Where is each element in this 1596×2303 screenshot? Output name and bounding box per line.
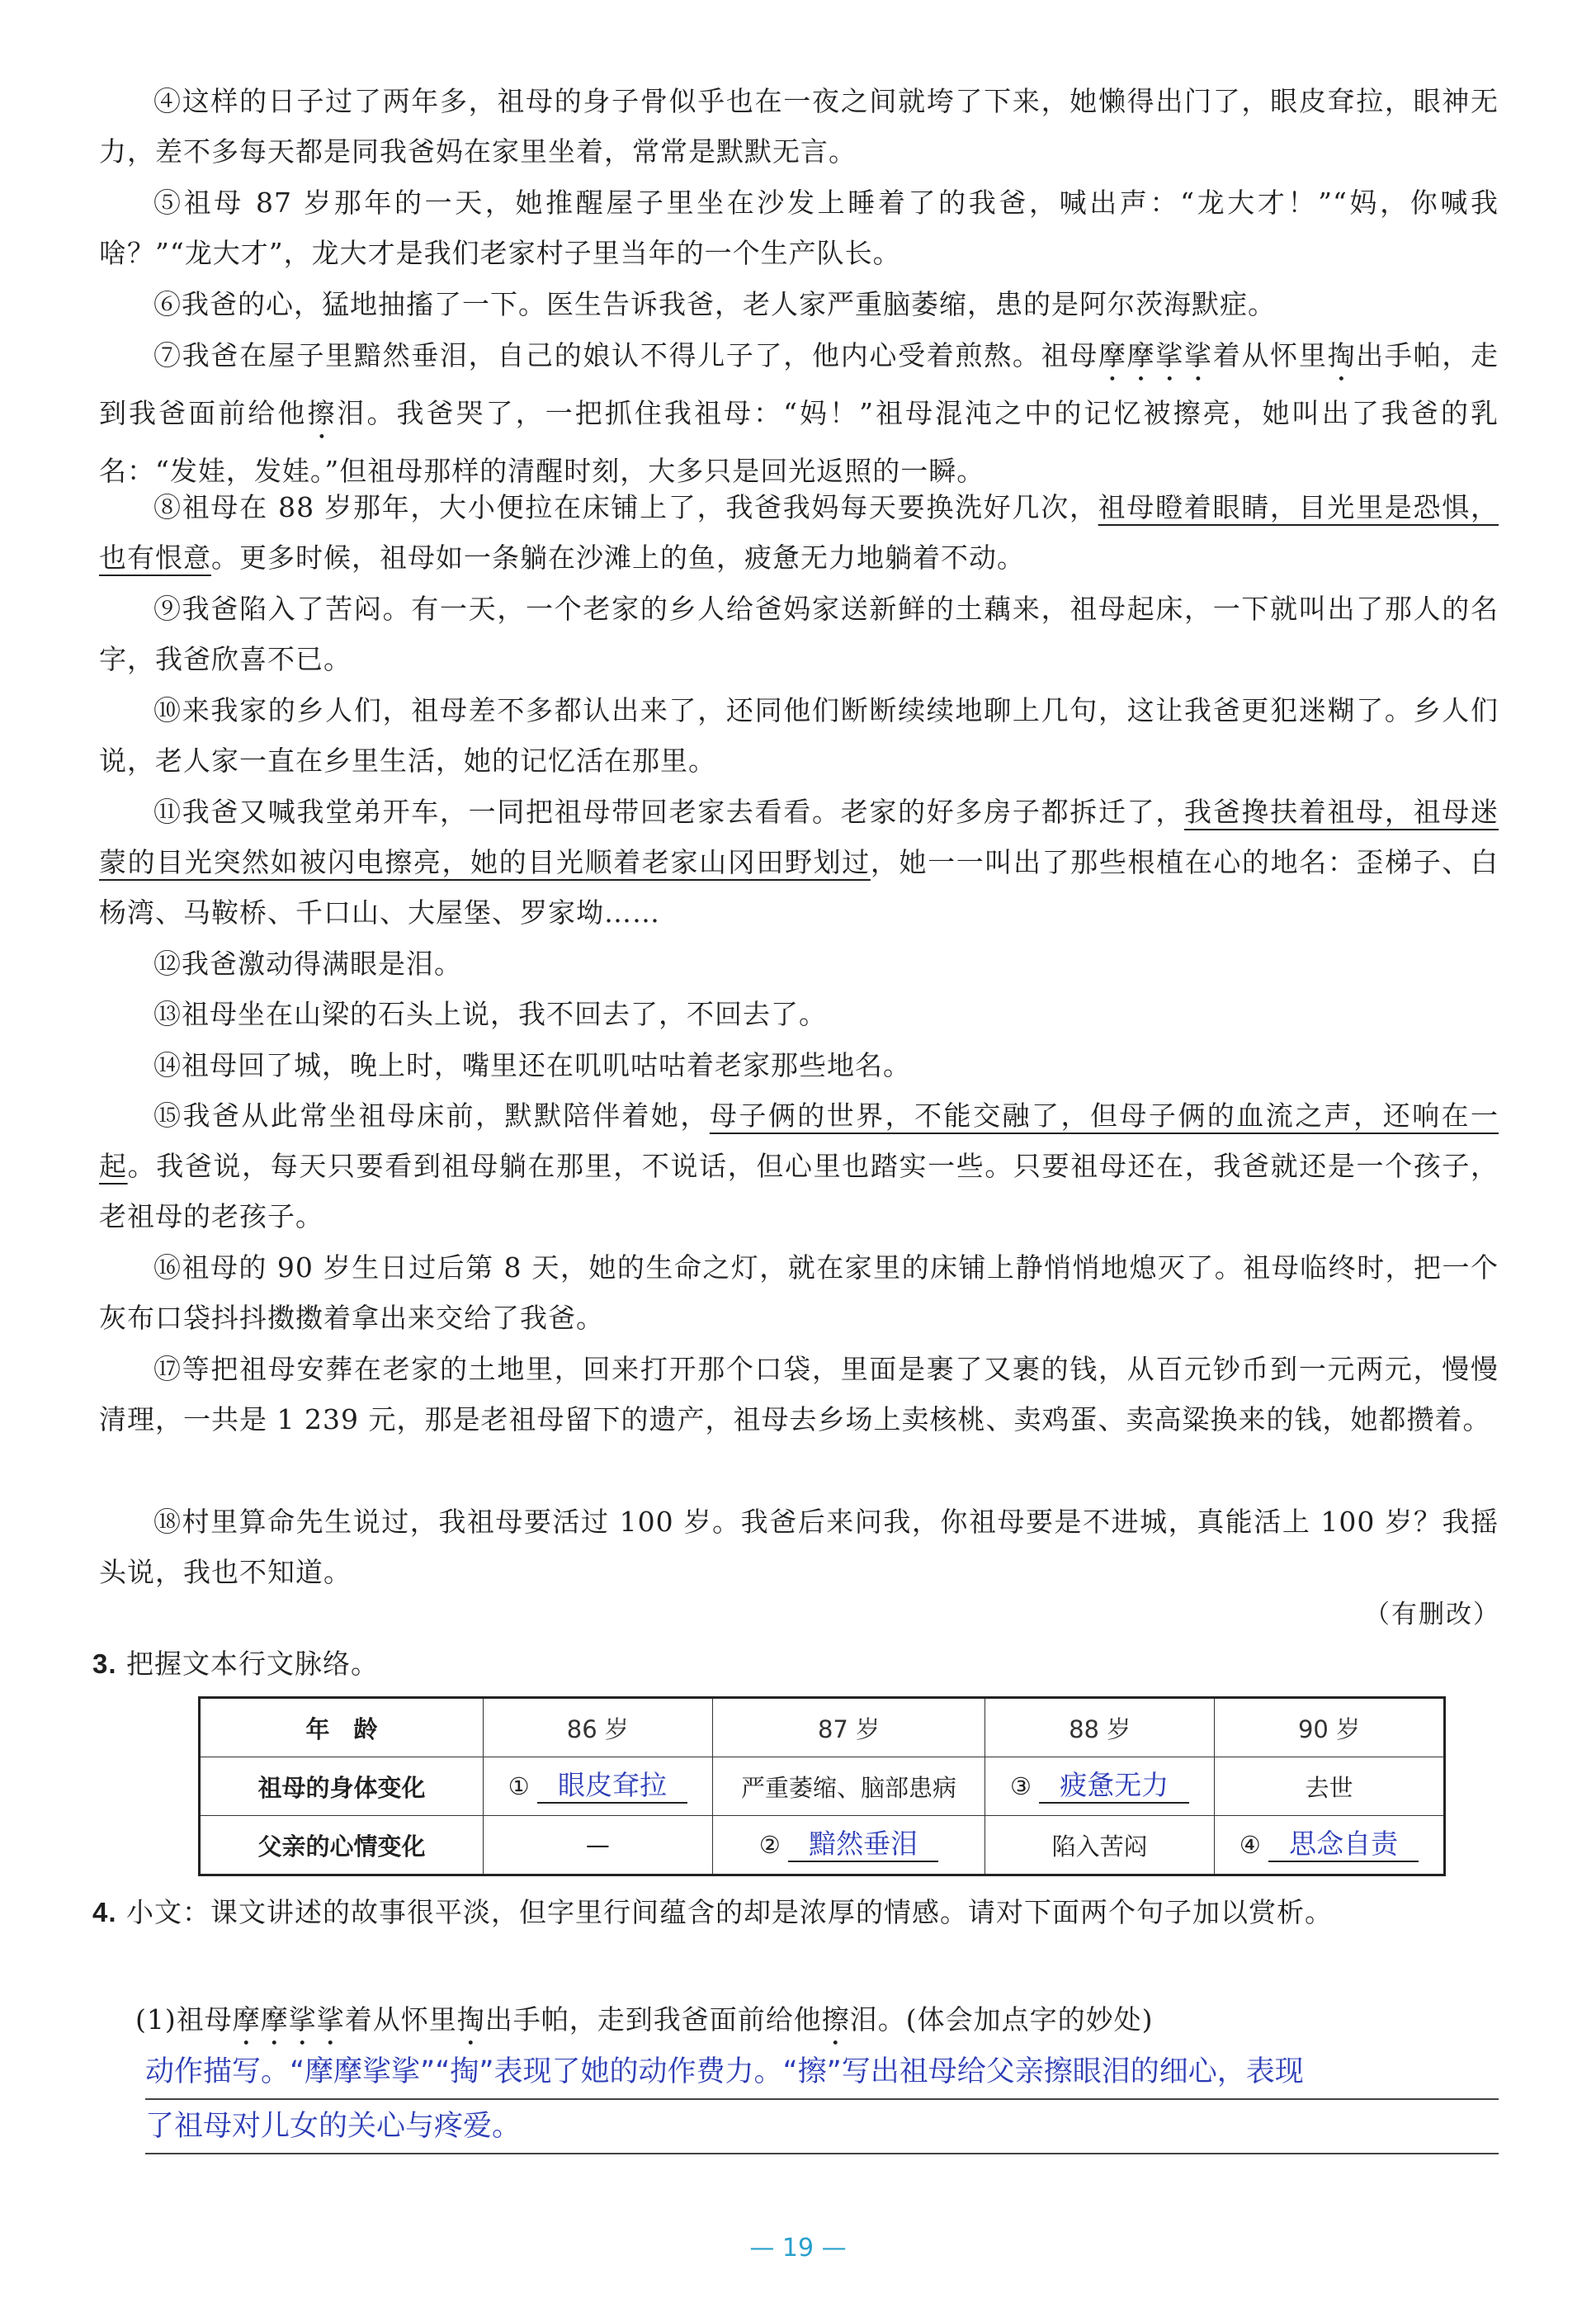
paragraph-6: ⑥我爸的心，猛地抽搐了一下。医生告诉我爸，老人家严重脑萎缩，患的是阿尔茨海默症。 bbox=[153, 288, 1276, 320]
paragraph-10: ⑩来我家的乡人们，祖母差不多都认出来了，还同他们断断续续地聊上几句，这让我爸更犯迷糊了。乡人们说，老人家一直在乡里生活，她的记忆活在那里。 bbox=[99, 694, 1499, 777]
answer-line-2[interactable]: 了祖母对儿女的关心与疼爱。 bbox=[145, 2100, 1499, 2154]
row-label-body-change: 祖母的身体变化 bbox=[200, 1757, 484, 1816]
answer-blank[interactable]: 疲惫无力 bbox=[1039, 1769, 1189, 1804]
paragraph-8: ⑧祖母在 88 岁那年，大小便拉在床铺上了，我爸我妈每天要换洗好几次，祖母瞪着眼睛，目光里是恐惧，也有恨意。更多时候，祖母如一条躺在沙滩上的鱼，疲惫无力地躺着不动。 bbox=[99, 491, 1499, 574]
emphasis-dotted: 摩摩挲挲 bbox=[1098, 339, 1213, 371]
answer-blank[interactable]: 眼皮耷拉 bbox=[537, 1769, 687, 1804]
underlined-sentence: 母子俩的世界，不能交融了，但母子俩的血流之声，还响在一起 bbox=[99, 1099, 1499, 1182]
source-note: （有删改） bbox=[1364, 1600, 1500, 1629]
paragraph-16: ⑯祖母的 90 岁生日过后第 8 天，她的生命之灯，就在家里的床铺上静悄悄地熄灭了。祖母临终时，把一个灰布口袋抖抖擞擞着拿出来交给了我爸。 bbox=[99, 1251, 1499, 1334]
age-cell: 87 岁 bbox=[712, 1698, 985, 1757]
table-row bbox=[200, 1698, 1445, 1757]
table-row bbox=[200, 1816, 1445, 1875]
answer-blank[interactable]: 黯然垂泪 bbox=[788, 1828, 938, 1862]
question-text: 小文：课文讲述的故事很平淡，但字里行间蕴含的却是浓厚的情感。请对下面两个句子加以赏析。 bbox=[126, 1896, 1334, 1928]
table-cell: ④ 思念自责 bbox=[1215, 1816, 1445, 1875]
emphasis-dotted: 擦 bbox=[307, 397, 338, 429]
underlined-sentence: 我爸搀扶着祖母，祖母迷蒙的目光突然如被闪电擦亮，她的目光顺着老家山冈田野划过 bbox=[99, 796, 1499, 878]
question-4 bbox=[92, 1887, 1543, 1937]
table-cell: 去世 bbox=[1215, 1757, 1445, 1816]
paragraph-5: ⑤祖母 87 岁那年的一天，她推醒屋子里坐在沙发上睡着了的我爸，喊出声：“龙大才！”“妈，你喊我啥？”“龙大才”，龙大才是我们老家村子里当年的一个生产队长。 bbox=[99, 187, 1499, 269]
paragraph-14: ⑭祖母回了城，晚上时，嘴里还在叽叽咕咕着老家那些地名。 bbox=[153, 1049, 911, 1081]
paragraph-12: ⑫我爸激动得满眼是泪。 bbox=[153, 948, 462, 980]
timeline-table bbox=[198, 1696, 1446, 1876]
table-cell: ② 黯然垂泪 bbox=[712, 1816, 985, 1875]
paragraph-15: ⑮我爸从此常坐祖母床前，默默陪伴着她，母子俩的世界，不能交融了，但母子俩的血流之声，还响在一起。我爸说，每天只要看到祖母躺在那里，不说话，但心里也踏实一些。只要祖母还在，我爸就还是一个孩子，老祖母的老孩子。 bbox=[99, 1099, 1499, 1232]
emphasis-dotted: 掏 bbox=[456, 2003, 485, 2036]
age-cell: 86 岁 bbox=[484, 1698, 713, 1757]
answer-line-1[interactable]: 动作描写。“摩摩挲挲”“掏”表现了她的动作费力。“擦”写出祖母给父亲擦眼泪的细心，表现 bbox=[145, 2045, 1499, 2100]
question-3 bbox=[92, 1639, 379, 1689]
table-cell: 陷入苦闷 bbox=[985, 1816, 1215, 1875]
question-number: 4. bbox=[92, 1897, 117, 1927]
paragraph-9: ⑨我爸陷入了苦闷。有一天，一个老家的乡人给爸妈家送新鲜的土藕来，祖母起床，一下就叫出了那人的名字，我爸欣喜不已。 bbox=[99, 593, 1499, 675]
question-number: 3. bbox=[92, 1648, 117, 1679]
page-number: — 19 — bbox=[749, 2234, 847, 2263]
table-cell: 严重萎缩、脑部患病 bbox=[712, 1757, 985, 1816]
paragraph-13: ⑬祖母坐在山梁的石头上说，我不回去了，不回去了。 bbox=[153, 998, 827, 1030]
table-cell: ① 眼皮耷拉 bbox=[484, 1757, 713, 1816]
paragraph-18: ⑱村里算命先生说过，我祖母要活过 100 岁。我爸后来问我，你祖母要是不进城，真能活上 100 岁？我摇头说，我也不知道。 bbox=[99, 1506, 1499, 1588]
question-text: 把握文本行文脉络。 bbox=[126, 1648, 380, 1680]
table-cell: ③ 疲惫无力 bbox=[985, 1757, 1215, 1816]
table-header-age: 年 龄 bbox=[200, 1698, 484, 1757]
paragraph-11: ⑪我爸又喊我堂弟开车，一同把祖母带回老家去看看。老家的好多房子都拆迁了，我爸搀扶着祖母，祖母迷蒙的目光突然如被闪电擦亮，她的目光顺着老家山冈田野划过，她一一叫出了那些根植在心的地名：歪梯子、白杨湾、马鞍桥、千口山、大屋堡、罗家坳…… bbox=[99, 796, 1499, 929]
paragraph-17: ⑰等把祖母安葬在老家的土地里，回来打开那个口袋，里面是裹了又裹的钱，从百元钞币到一元两元，慢慢清理，一共是 1 239 元，那是老祖母留下的遗产，祖母去乡场上卖核桃、卖鸡蛋、卖高粱换来的钱，她都攒着。 bbox=[99, 1353, 1499, 1435]
table-row bbox=[200, 1757, 1445, 1816]
paragraph-7: ⑦我爸在屋子里黯然垂泪，自己的娘认不得儿子了，他内心受着煎熬。祖母摩摩挲挲着从怀里掏出手帕，走到我爸面前给他擦泪。我爸哭了，一把抓住我祖母：“妈！”祖母混沌之中的记忆被擦亮，她叫出了我爸的乳名：“发娃，发娃。”但祖母那样的清醒时刻，大多只是回光返照的一瞬。 bbox=[99, 339, 1499, 487]
age-cell: 90 岁 bbox=[1215, 1698, 1445, 1757]
paragraph-4: ④这样的日子过了两年多，祖母的身子骨似乎也在一夜之间就垮了下来，她懒得出门了，眼皮耷拉，眼神无力，差不多每天都是同我爸妈在家里坐着，常常是默默无言。 bbox=[99, 85, 1499, 168]
emphasis-dotted: 掏 bbox=[1327, 339, 1357, 371]
age-cell: 88 岁 bbox=[985, 1698, 1215, 1757]
question-4-sub-1: (1)祖母摩摩挲挲着从怀里掏出手帕，走到我爸面前给他擦泪。(体会加点字的妙处) bbox=[135, 2003, 1154, 2036]
emphasis-dotted: 擦 bbox=[821, 2003, 850, 2036]
emphasis-dotted: 摩摩挲挲 bbox=[232, 2003, 345, 2036]
table-cell: — bbox=[484, 1816, 713, 1875]
row-label-mood-change: 父亲的心情变化 bbox=[200, 1816, 484, 1875]
underlined-sentence: 祖母瞪着眼睛，目光里是恐惧，也有恨意 bbox=[99, 491, 1499, 574]
answer-blank[interactable]: 思念自责 bbox=[1268, 1828, 1419, 1862]
